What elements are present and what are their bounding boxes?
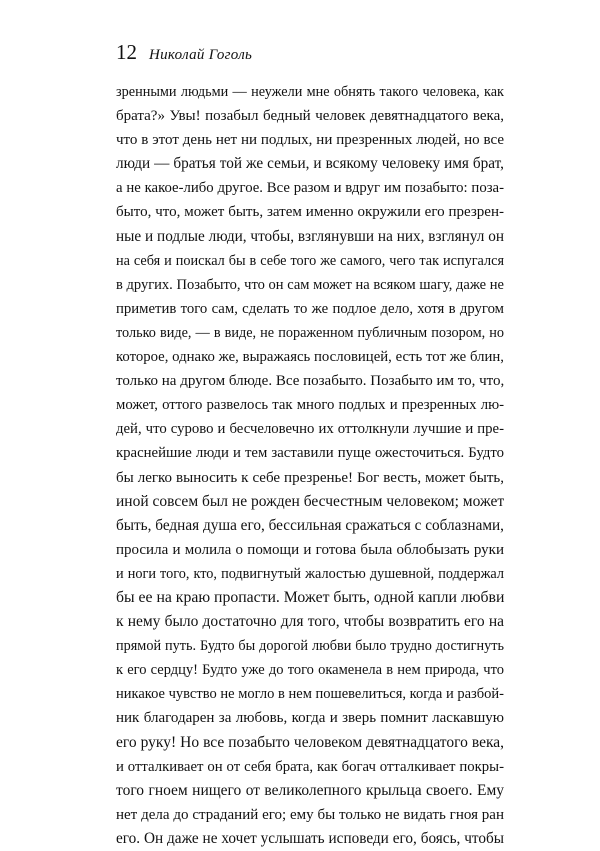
- text-line: того гноем нищего от великолепного крыльца своего. Ему: [116, 781, 504, 799]
- text-line: к нему было достаточно для того, чтобы возвратить его на: [116, 613, 504, 631]
- text-line: нет дела до страданий его; ему бы только не видать гноя ран: [116, 806, 504, 823]
- page-number: 12: [116, 40, 137, 64]
- text-line: к его сердцу! Будто уже до того окаменела в нем природа, что: [116, 662, 504, 679]
- text-line: только виде, — в виде, не пораженном публичным позором, но: [116, 324, 504, 341]
- author-name: Николай Гоголь: [149, 47, 253, 63]
- text-line: которое, однако же, выражаясь пословицей, есть тот же блин,: [116, 349, 504, 366]
- text-line: никакое чувство не могло в нем пошевелиться, когда и разбой-: [116, 686, 504, 703]
- text-line: только на другом блюде. Все позабыто. Позабыто им то, что,: [116, 373, 505, 390]
- text-line: люди — братья той же семьи, и всякому человеку имя брат,: [116, 155, 504, 173]
- text-line: бы легко выносить к себе презренье! Бог весть, может быть,: [116, 469, 504, 486]
- text-line: его. Он даже не хочет услышать исповеди его, боясь, чтобы: [116, 829, 504, 847]
- body-text: [116, 80, 504, 851]
- running-head: [116, 40, 252, 68]
- text-line: его руку! Но все позабыто человеком девятнадцатого века,: [116, 733, 504, 751]
- text-line: может, оттого развелось так много подлых и презренных лю-: [116, 397, 504, 414]
- text-line: и ноги того, кто, подвигнутый жалостью душевной, поддержал: [116, 565, 504, 582]
- text-line: быто, что, может быть, затем именно окружили его презрен-: [116, 204, 504, 221]
- text-line: ник благодарен за любовь, когда и зверь помнит ласкавшую: [116, 710, 504, 727]
- text-line: просила и молила о помощи и готова была облобызать руки: [116, 541, 504, 558]
- text-line: что в этот день нет ни подлых, ни презренных людей, но все: [116, 132, 504, 149]
- text-line: и отталкивает он от себя брата, как богач отталкивает покры-: [116, 758, 504, 775]
- text-line: иной совсем был не рожден бесчестным человеком; может: [116, 492, 505, 510]
- text-line: зренными людьми — неужели мне обнять такого человека, как: [116, 84, 504, 100]
- text-line: приметив того сам, сделать то же подлое дело, хотя в другом: [116, 300, 504, 317]
- text-line: в других. Позабыто, что он сам может на всяком шагу, даже не: [116, 276, 504, 293]
- text-line: быть, бедная душа его, бессильная сражаться с соблазнами,: [116, 516, 504, 534]
- text-line: брата?» Увы! позабыл бедный человек девятнадцатого века,: [116, 108, 504, 125]
- text-line: на себя и поискал бы в себе того же самого, чего так испугался: [116, 252, 504, 269]
- text-line: дей, что сурово и бесчеловечно их оттолкнули лучшие и пре-: [116, 421, 504, 438]
- text-line: прямой путь. Будто бы дорогой любви было трудно достигнуть: [116, 638, 504, 655]
- text-line: ные и подлые люди, чтобы, взглянувши на них, взглянул он: [116, 227, 504, 245]
- text-line: бы ее на краю пропасти. Может быть, одной капли любви: [116, 588, 505, 606]
- text-line: краснейшие люди и тем заставили пуще ожесточиться. Будто: [116, 445, 504, 462]
- text-line: а не какое-либо другое. Все разом и вдруг им позабыто: поза-: [116, 180, 504, 197]
